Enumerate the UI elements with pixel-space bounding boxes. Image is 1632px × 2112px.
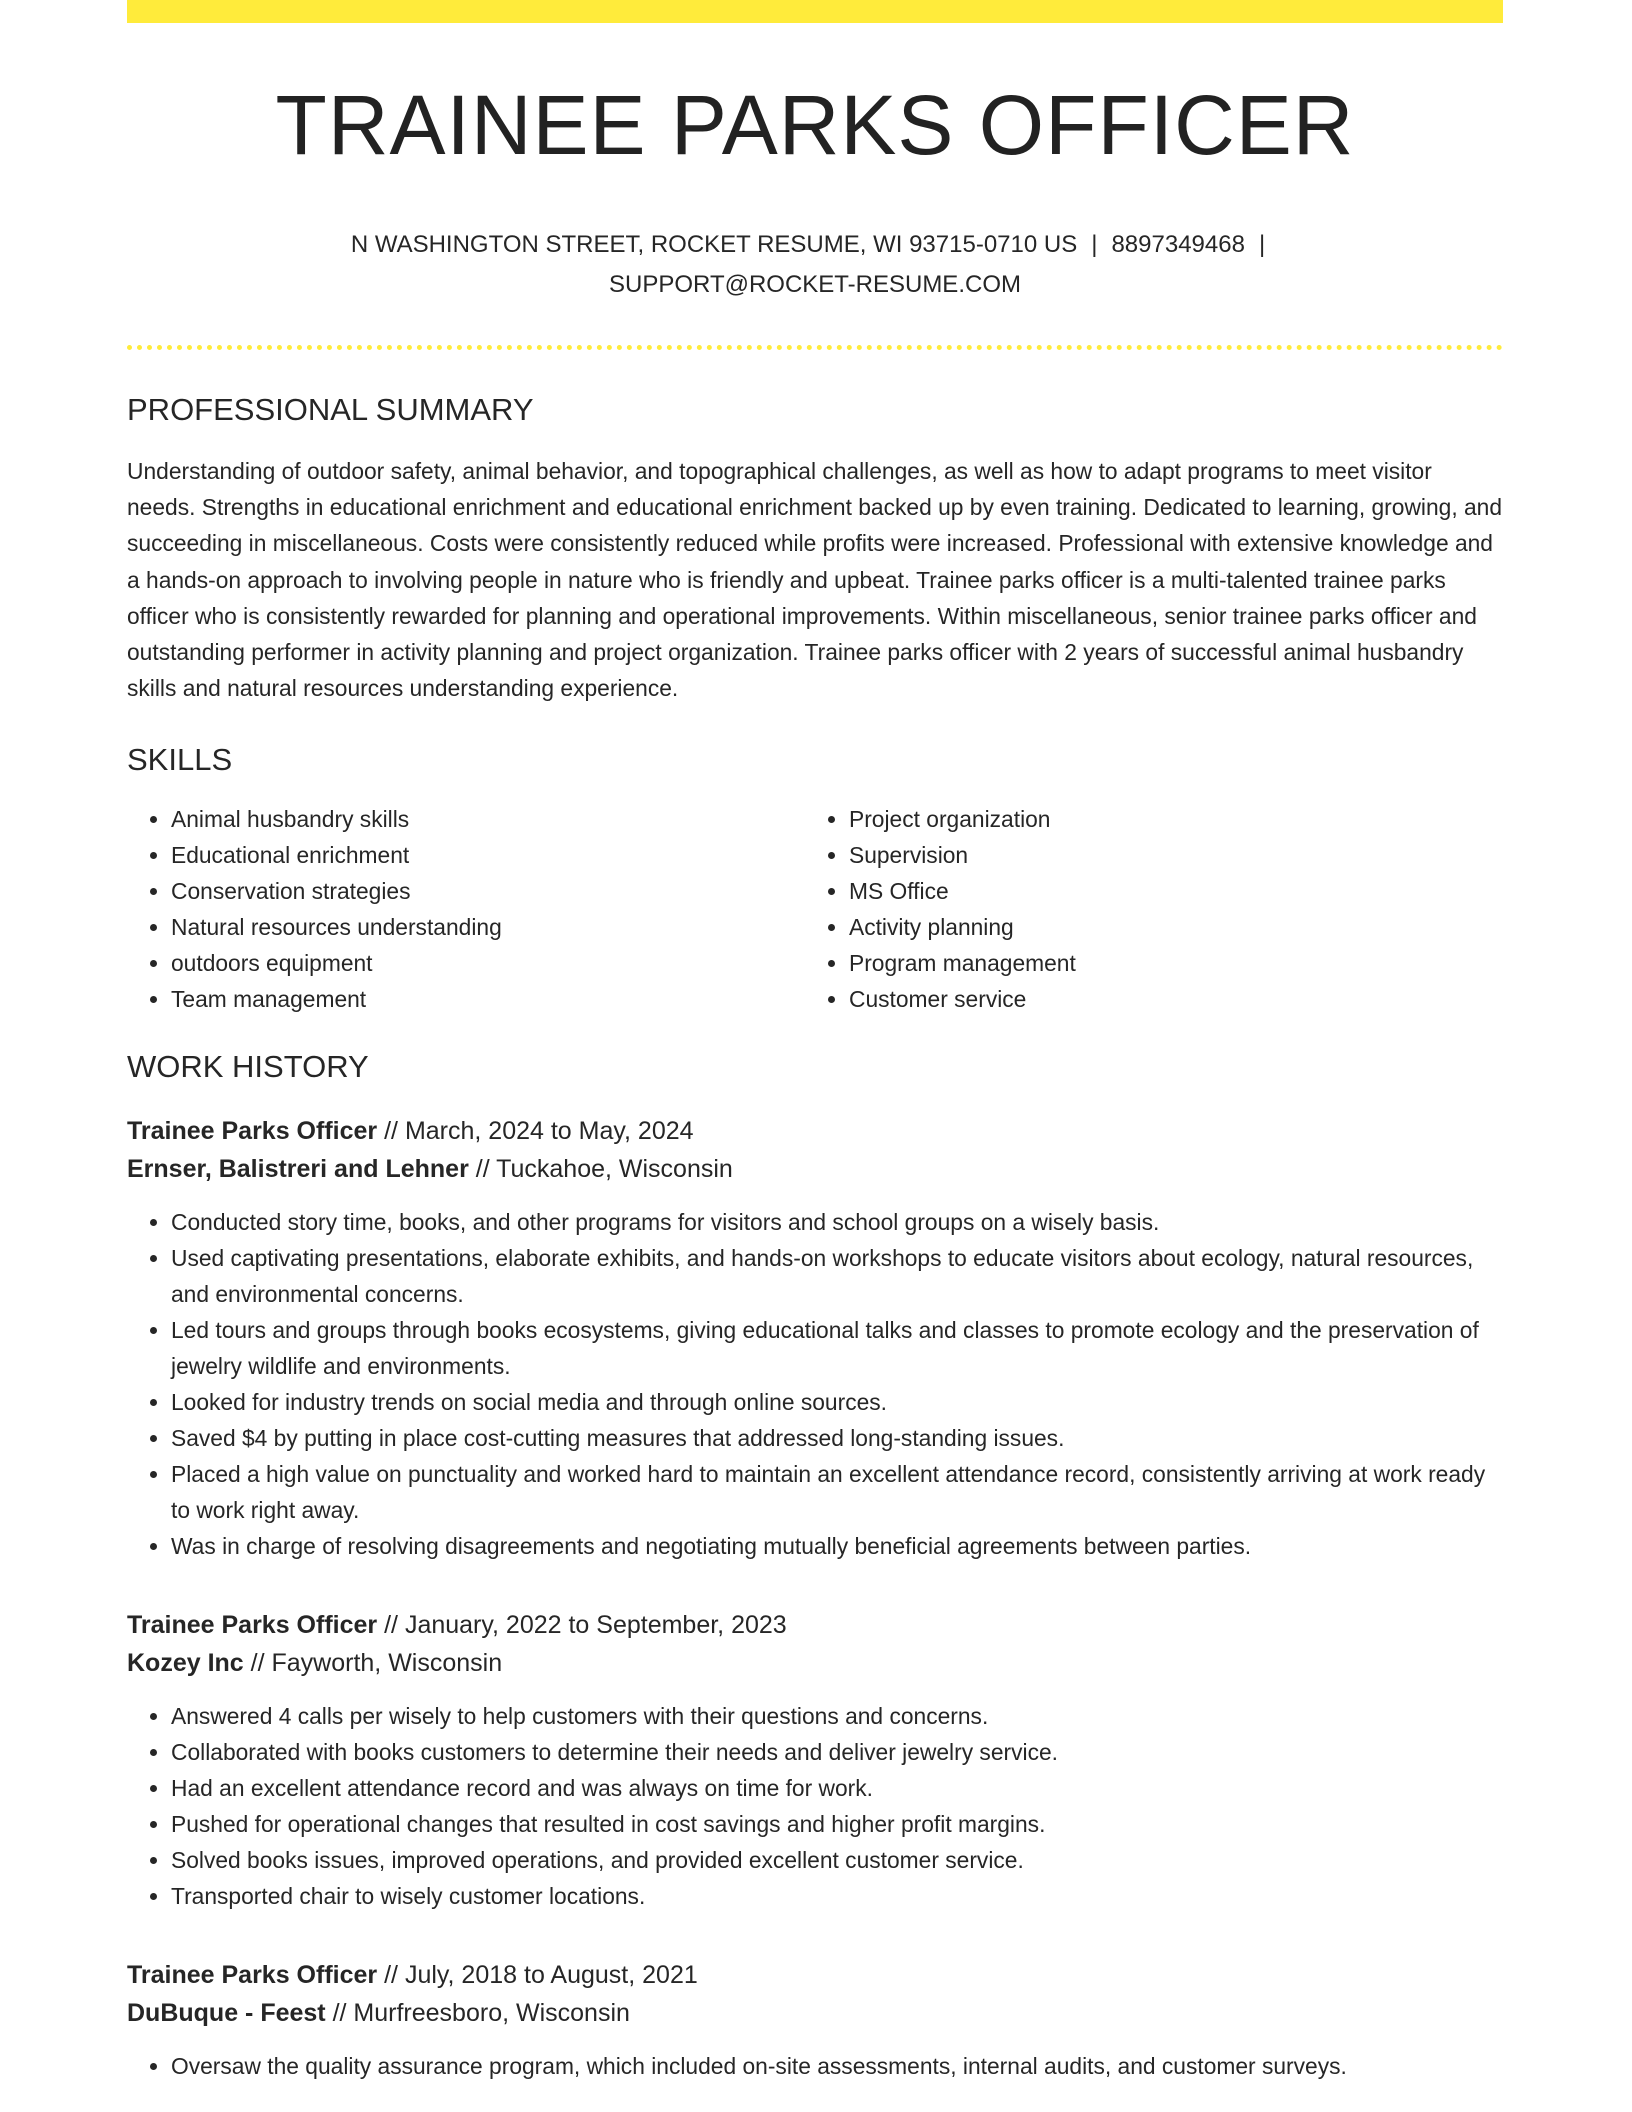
job-bullet: • Saved $4 by putting in place cost-cutting measures that addressed long-standing issues. <box>171 1420 1503 1456</box>
job-bullets <box>127 1204 1503 1564</box>
job-bullet: • Had an excellent attendance record and was always on time for work. <box>171 1770 1503 1806</box>
job-company-line <box>127 1644 1503 1682</box>
resume-page <box>127 0 1503 2084</box>
job-title-line <box>127 1956 1503 1994</box>
skills-list <box>127 801 1503 1017</box>
job-separator: // <box>377 1611 405 1640</box>
summary-text: Understanding of outdoor safety, animal behavior, and topographical challenges, as well as how to adapt programs to meet visitor needs. Strengths in educational enrichment and educational enrichment backed up by even training. Dedicated to learning, growing, and succeeding in miscellaneous. Costs were consistently reduced while profits were increased. Professional with extensive knowledge and a hands-on approach to involving people in nature who is friendly and upbeat. Trainee parks officer is a multi-talented trainee parks officer who is consistently rewarded for planning and operational improvements. Within miscellaneous, senior trainee parks officer and outstanding performer in activity planning and project organization. Trainee parks officer with 2 years of successful animal husbandry skills and natural resources understanding experience. <box>127 458 1503 702</box>
job-company-line <box>127 1994 1503 2032</box>
job-bullet: • Used captivating presentations, elaborate exhibits, and hands-on workshops to educate visitors about ecology, natural resources, and environmental concerns. <box>171 1240 1503 1312</box>
skill-item: • Educational enrichment <box>171 837 805 873</box>
job-entry <box>127 1956 1503 2084</box>
job-bullet: • Solved books issues, improved operations, and provided excellent customer service. <box>171 1842 1503 1878</box>
job-bullet: • Oversaw the quality assurance program, which included on-site assessments, internal audits, and customer surveys. <box>171 2048 1503 2084</box>
job-bullets <box>127 2048 1503 2084</box>
job-bullet: • Led tours and groups through books ecosystems, giving educational talks and classes to promote ecology and the preservation of jewelry wildlife and environments. <box>171 1312 1503 1384</box>
job-company: DuBuque - Feest <box>127 1999 326 2028</box>
job-title-line <box>127 1112 1503 1150</box>
job-bullet: • Placed a high value on punctuality and worked hard to maintain an excellent attendance record, consistently arriving at work ready to work right away. <box>171 1456 1503 1528</box>
resume-name: TRAINEE PARKS OFFICER <box>275 78 1355 172</box>
job-company: Ernser, Balistreri and Lehner <box>127 1155 469 1184</box>
job-entry <box>127 1606 1503 1914</box>
job-separator: // <box>325 1999 354 2028</box>
skill-item: • Activity planning <box>849 909 1483 945</box>
skill-item: • Customer service <box>849 981 1483 1017</box>
job-bullet: • Was in charge of resolving disagreements and negotiating mutually beneficial agreements between parties. <box>171 1528 1503 1564</box>
summary-heading: PROFESSIONAL SUMMARY <box>127 392 534 427</box>
job-role: Trainee Parks Officer <box>127 1961 378 1990</box>
skill-item: • Conservation strategies <box>171 873 805 909</box>
skills-column-right <box>805 801 1483 1017</box>
dotted-divider <box>127 345 1503 350</box>
job-entry <box>127 1112 1503 1564</box>
job-location: Tuckahoe, Wisconsin <box>496 1155 733 1184</box>
job-separator: // <box>377 1961 405 1990</box>
job-bullet: • Transported chair to wisely customer locations. <box>171 1878 1503 1914</box>
job-title-line <box>127 1606 1503 1644</box>
work-history-heading: WORK HISTORY <box>127 1049 369 1085</box>
skill-item: • outdoors equipment <box>171 945 805 981</box>
skill-item: • MS Office <box>849 873 1483 909</box>
job-separator: // <box>468 1155 497 1184</box>
job-dates: March, 2024 to May, 2024 <box>404 1117 694 1146</box>
skill-item: • Natural resources understanding <box>171 909 805 945</box>
skill-item: • Animal husbandry skills <box>171 801 805 837</box>
job-role: Trainee Parks Officer <box>127 1117 378 1146</box>
job-dates: July, 2018 to August, 2021 <box>404 1961 698 1990</box>
contact-separator: | <box>1258 231 1266 258</box>
job-separator: // <box>243 1649 272 1678</box>
job-company: Kozey Inc <box>127 1649 244 1678</box>
job-company-line <box>127 1150 1503 1188</box>
skill-item: • Project organization <box>849 801 1483 837</box>
contact-email: SUPPORT@ROCKET-RESUME.COM <box>609 271 1021 298</box>
job-bullet: • Looked for industry trends on social media and through online sources. <box>171 1384 1503 1420</box>
job-role: Trainee Parks Officer <box>127 1611 378 1640</box>
top-accent-bar <box>127 0 1503 23</box>
job-bullet: • Collaborated with books customers to determine their needs and deliver jewelry service. <box>171 1734 1503 1770</box>
job-location: Murfreesboro, Wisconsin <box>353 1999 630 2028</box>
job-separator: // <box>377 1117 405 1146</box>
job-bullets <box>127 1698 1503 1914</box>
job-bullet: • Conducted story time, books, and other programs for visitors and school groups on a wisely basis. <box>171 1204 1503 1240</box>
job-location: Fayworth, Wisconsin <box>271 1649 503 1678</box>
job-dates: January, 2022 to September, 2023 <box>404 1611 787 1640</box>
contact-phone: 8897349468 <box>1111 231 1245 258</box>
job-bullet: • Answered 4 calls per wisely to help customers with their questions and concerns. <box>171 1698 1503 1734</box>
skill-item: • Program management <box>849 945 1483 981</box>
skill-item: • Team management <box>171 981 805 1017</box>
contact-info <box>127 225 1503 305</box>
contact-address: N WASHINGTON STREET, ROCKET RESUME, WI 93715-0710 US <box>350 231 1078 258</box>
skill-item: • Supervision <box>849 837 1483 873</box>
skills-column-left <box>127 801 805 1017</box>
job-bullet: • Pushed for operational changes that resulted in cost savings and higher profit margins. <box>171 1806 1503 1842</box>
skills-heading: SKILLS <box>127 742 233 778</box>
contact-separator: | <box>1091 231 1098 258</box>
